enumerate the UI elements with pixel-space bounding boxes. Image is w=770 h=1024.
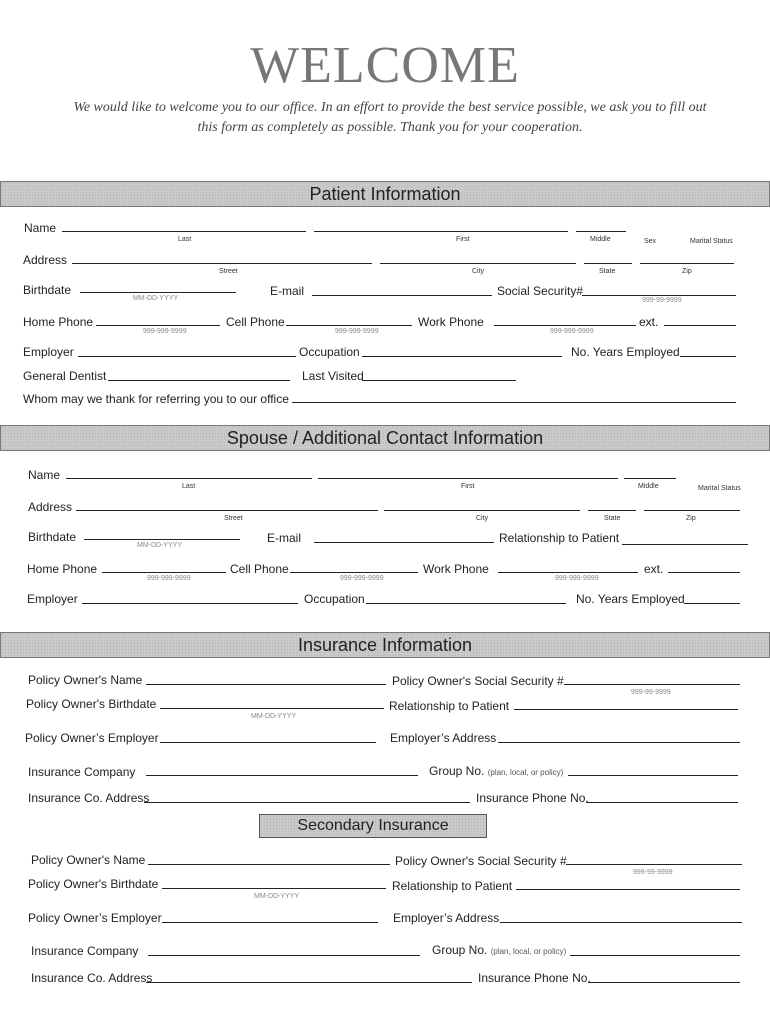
patient-street-field[interactable] xyxy=(72,263,372,264)
insurance-owner-employer-label: Policy Owner’s Employer xyxy=(25,731,159,745)
insurance-relationship-field[interactable] xyxy=(514,709,738,710)
secondary-owner-employer-field[interactable] xyxy=(162,922,378,923)
patient-birthdate-field[interactable] xyxy=(80,292,236,293)
patient-last-name-field[interactable] xyxy=(62,231,306,232)
secondary-owner-name-field[interactable] xyxy=(148,864,390,865)
insurance-owner-birthdate-field[interactable] xyxy=(160,708,384,709)
secondary-ssn-format: 999-99-9999 xyxy=(633,869,673,876)
spouse-home-phone-field[interactable] xyxy=(102,572,226,573)
secondary-birthdate-format: MM-DD-YYYY xyxy=(254,893,300,900)
secondary-company-field[interactable] xyxy=(148,955,420,956)
patient-marital-caption[interactable]: Marital Status xyxy=(690,238,733,245)
spouse-state-caption: State xyxy=(604,515,621,522)
spouse-work-phone-format: 999-999-9999 xyxy=(555,575,599,582)
patient-sex-caption[interactable]: Sex xyxy=(644,238,657,245)
spouse-birthdate-field[interactable] xyxy=(84,539,240,540)
insurance-group-label xyxy=(429,764,563,780)
spouse-ext-field[interactable] xyxy=(668,572,740,573)
spouse-email-label: E-mail xyxy=(267,531,302,545)
patient-dentist-label: General Dentist xyxy=(23,369,107,383)
spouse-middle-name-field[interactable] xyxy=(624,478,676,479)
spouse-state-field[interactable] xyxy=(588,510,636,511)
patient-last-visited-field[interactable] xyxy=(362,380,516,381)
spouse-middle-caption: Middle xyxy=(638,483,659,490)
secondary-group-hint: (plan, local, or policy) xyxy=(490,947,567,956)
secondary-owner-name-label: Policy Owner's Name xyxy=(31,853,146,867)
patient-referral-field[interactable] xyxy=(292,402,736,403)
patient-employer-label: Employer xyxy=(23,345,74,359)
spouse-home-phone-label: Home Phone xyxy=(27,562,98,576)
patient-work-phone-format: 999-999-9999 xyxy=(550,328,594,335)
spouse-cell-phone-format: 999-999-9999 xyxy=(340,575,384,582)
patient-street-caption: Street xyxy=(219,268,238,275)
secondary-owner-birthdate-label: Policy Owner's Birthdate xyxy=(28,877,159,891)
insurance-birthdate-format: MM-DD-YYYY xyxy=(251,713,297,720)
spouse-years-employed-label: No. Years Employed xyxy=(576,592,685,606)
spouse-cell-phone-label: Cell Phone xyxy=(230,562,289,576)
secondary-phone-field[interactable] xyxy=(588,982,740,983)
spouse-name-label: Name xyxy=(28,468,61,482)
spouse-ext-label: ext. xyxy=(644,562,664,576)
secondary-owner-ssn-label: Policy Owner's Social Security # xyxy=(395,854,567,868)
spouse-employer-field[interactable] xyxy=(82,603,298,604)
secondary-employer-address-label: Employer’s Address xyxy=(393,911,500,925)
insurance-owner-ssn-label: Policy Owner's Social Security # xyxy=(392,674,564,688)
patient-ssn-field[interactable] xyxy=(582,295,736,296)
patient-zip-field[interactable] xyxy=(640,263,734,264)
spouse-zip-caption: Zip xyxy=(686,515,696,522)
insurance-phone-field[interactable] xyxy=(586,802,738,803)
insurance-owner-birthdate-label: Policy Owner's Birthdate xyxy=(26,697,157,711)
insurance-group-no: Group No. xyxy=(429,764,485,778)
spouse-occupation-field[interactable] xyxy=(366,603,566,604)
insurance-section-header xyxy=(0,632,770,658)
patient-city-caption: City xyxy=(472,268,485,275)
patient-ext-label: ext. xyxy=(639,315,659,329)
patient-first-name-field[interactable] xyxy=(314,231,568,232)
secondary-company-label: Insurance Company xyxy=(31,944,139,958)
spouse-zip-field[interactable] xyxy=(644,510,740,511)
insurance-co-address-field[interactable] xyxy=(144,802,470,803)
patient-work-phone-field[interactable] xyxy=(494,325,636,326)
patient-referral-label: Whom may we thank for referring you to our office xyxy=(23,392,289,406)
spouse-email-field[interactable] xyxy=(314,542,494,543)
patient-birthdate-format: MM-DD-YYYY xyxy=(133,295,179,302)
patient-home-phone-format: 999-999-9999 xyxy=(143,328,187,335)
patient-home-phone-field[interactable] xyxy=(96,325,220,326)
patient-cell-phone-field[interactable] xyxy=(286,325,412,326)
patient-years-employed-label: No. Years Employed xyxy=(571,345,680,359)
secondary-employer-address-field[interactable] xyxy=(500,922,742,923)
spouse-street-caption: Street xyxy=(224,515,243,522)
secondary-co-address-field[interactable] xyxy=(146,982,472,983)
insurance-company-label: Insurance Company xyxy=(28,765,136,779)
patient-home-phone-label: Home Phone xyxy=(23,315,94,329)
insurance-employer-address-field[interactable] xyxy=(498,742,740,743)
patient-state-field[interactable] xyxy=(584,263,632,264)
spouse-years-employed-field[interactable] xyxy=(684,603,740,604)
spouse-address-label: Address xyxy=(28,500,73,514)
spouse-last-caption: Last xyxy=(182,483,196,490)
patient-birthdate-label: Birthdate xyxy=(23,283,72,297)
secondary-section-header xyxy=(259,814,487,838)
secondary-relationship-field[interactable] xyxy=(516,889,740,890)
insurance-employer-address-label: Employer’s Address xyxy=(390,731,497,745)
spouse-last-name-field[interactable] xyxy=(66,478,312,479)
spouse-city-caption: City xyxy=(476,515,489,522)
insurance-ssn-format: 999-99-9999 xyxy=(631,689,671,696)
patient-employer-field[interactable] xyxy=(78,356,296,357)
patient-section-title: Patient Information xyxy=(309,184,461,204)
spouse-employer-label: Employer xyxy=(27,592,78,606)
patient-section-header xyxy=(0,181,770,207)
spouse-section-title: Spouse / Additional Contact Information xyxy=(226,428,544,448)
spouse-relationship-label: Relationship to Patient xyxy=(499,531,620,545)
secondary-owner-employer-label: Policy Owner’s Employer xyxy=(28,911,162,925)
insurance-company-field[interactable] xyxy=(146,775,418,776)
page-title: WELCOME xyxy=(250,37,520,94)
secondary-group-no: Group No. xyxy=(432,943,488,957)
patient-ssn-format: 999-99-9999 xyxy=(642,297,682,304)
spouse-marital-caption[interactable]: Marital Status xyxy=(698,485,741,492)
spouse-first-name-field[interactable] xyxy=(318,478,618,479)
spouse-occupation-label: Occupation xyxy=(304,592,365,606)
patient-last-visited-label: Last Visited xyxy=(302,369,364,383)
spouse-city-field[interactable] xyxy=(384,510,580,511)
patient-last-caption: Last xyxy=(178,236,192,243)
intro-line-1: We would like to welcome you to our office. In an effort to provide the best service possible, we ask you to fill out xyxy=(73,100,707,115)
patient-cell-phone-label: Cell Phone xyxy=(226,315,285,329)
patient-dentist-field[interactable] xyxy=(108,380,290,381)
secondary-owner-ssn-field[interactable] xyxy=(566,864,742,865)
secondary-owner-birthdate-field[interactable] xyxy=(162,888,386,889)
insurance-co-address-label: Insurance Co. Address xyxy=(28,791,150,805)
spouse-relationship-field[interactable] xyxy=(622,544,748,545)
patient-address-label: Address xyxy=(23,253,68,267)
patient-email-label: E-mail xyxy=(270,284,305,298)
patient-middle-caption: Middle xyxy=(590,236,611,243)
insurance-owner-ssn-field[interactable] xyxy=(564,684,740,685)
intro-line-2: this form as completely as possible. Thank you for your cooperation. xyxy=(197,120,583,135)
secondary-phone-label: Insurance Phone No. xyxy=(478,971,591,985)
patient-years-employed-field[interactable] xyxy=(680,356,736,357)
spouse-street-field[interactable] xyxy=(76,510,378,511)
patient-email-field[interactable] xyxy=(312,295,492,296)
patient-zip-caption: Zip xyxy=(682,268,692,275)
spouse-first-caption: First xyxy=(461,483,475,490)
insurance-owner-name-field[interactable] xyxy=(146,684,386,685)
patient-name-label: Name xyxy=(24,221,57,235)
intro-text xyxy=(40,98,740,138)
patient-work-phone-label: Work Phone xyxy=(418,315,484,329)
insurance-phone-label: Insurance Phone No. xyxy=(476,791,589,805)
patient-state-caption: State xyxy=(599,268,616,275)
patient-ssn-label: Social Security# xyxy=(497,284,584,298)
spouse-birthdate-format: MM-DD-YYYY xyxy=(137,542,183,549)
spouse-home-phone-format: 999-999-9999 xyxy=(147,575,191,582)
spouse-birthdate-label: Birthdate xyxy=(28,530,77,544)
secondary-group-label xyxy=(432,943,566,959)
secondary-section-title: Secondary Insurance xyxy=(297,817,449,834)
secondary-relationship-label: Relationship to Patient xyxy=(392,879,513,893)
patient-first-caption: First xyxy=(456,236,470,243)
secondary-co-address-label: Insurance Co. Address xyxy=(31,971,153,985)
insurance-section-title: Insurance Information xyxy=(297,635,473,655)
patient-middle-name-field[interactable] xyxy=(576,231,626,232)
patient-occupation-label: Occupation xyxy=(299,345,360,359)
insurance-owner-name-label: Policy Owner's Name xyxy=(28,673,143,687)
insurance-group-hint: (plan, local, or policy) xyxy=(487,768,564,777)
secondary-group-field[interactable] xyxy=(570,955,740,956)
spouse-work-phone-field[interactable] xyxy=(498,572,638,573)
patient-ext-field[interactable] xyxy=(664,325,736,326)
insurance-group-field[interactable] xyxy=(568,775,738,776)
spouse-work-phone-label: Work Phone xyxy=(423,562,489,576)
spouse-cell-phone-field[interactable] xyxy=(290,572,418,573)
insurance-relationship-label: Relationship to Patient xyxy=(389,699,510,713)
patient-city-field[interactable] xyxy=(380,263,576,264)
patient-cell-phone-format: 999-999-9999 xyxy=(335,328,379,335)
spouse-section-header xyxy=(0,425,770,451)
patient-occupation-field[interactable] xyxy=(362,356,562,357)
insurance-owner-employer-field[interactable] xyxy=(160,742,376,743)
